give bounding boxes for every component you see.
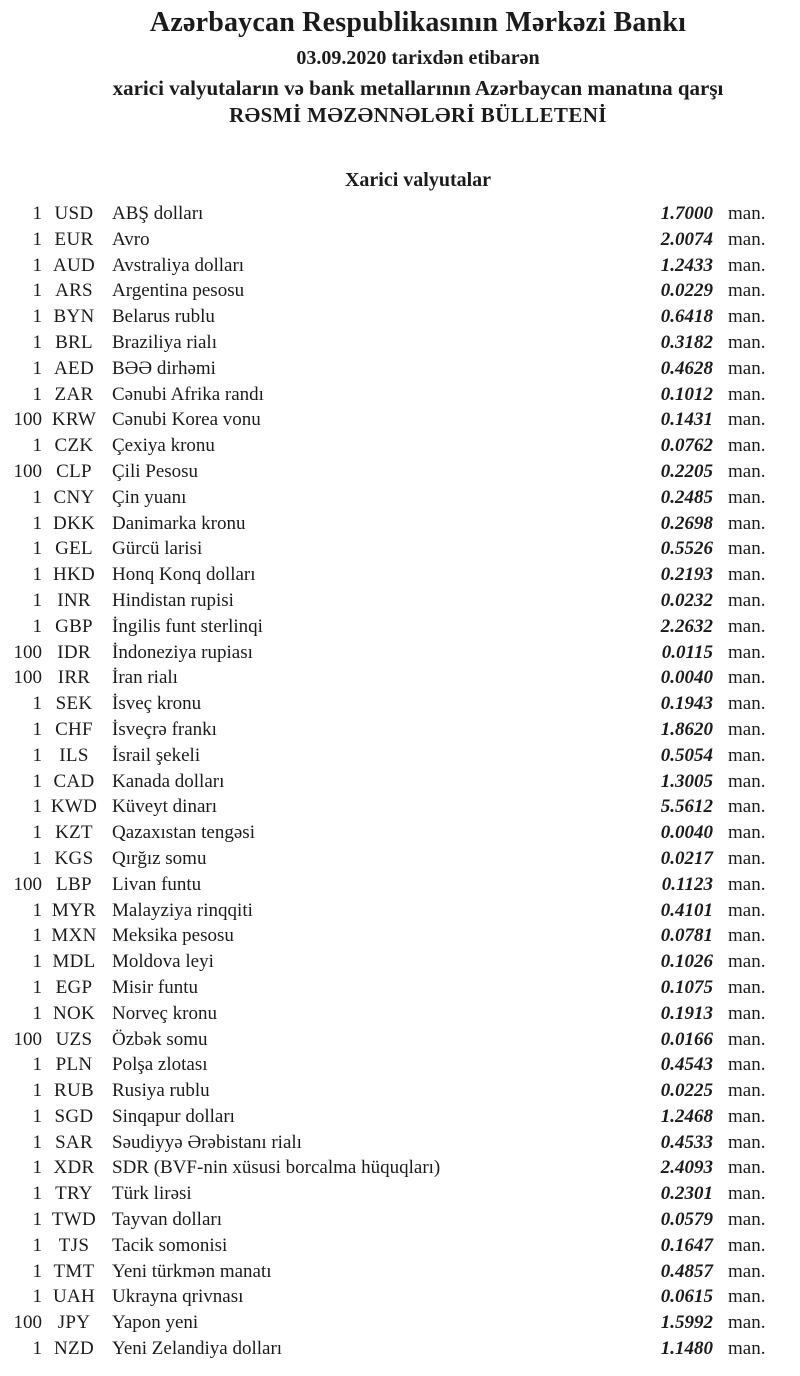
table-row <box>0 1235 800 1261</box>
currency-code: ZAR <box>54 383 94 405</box>
currency-name: Gürcü larisi <box>112 538 203 560</box>
currency-unit: man. <box>728 435 766 457</box>
currency-rate: 0.2193 <box>660 564 713 586</box>
currency-code: INR <box>57 589 91 611</box>
currency-rate: 0.5526 <box>660 538 713 560</box>
currency-rate: 1.3005 <box>660 770 713 792</box>
currency-name: Avro <box>112 228 150 250</box>
currency-unit: man. <box>728 1338 766 1360</box>
currency-name: SDR (BVF-nin xüsusi borcalma hüquqları) <box>112 1157 441 1179</box>
currency-code: TWD <box>51 1209 97 1231</box>
currency-quantity: 1 <box>32 744 42 766</box>
currency-rate: 0.0040 <box>660 667 713 689</box>
table-row <box>0 667 800 693</box>
currency-name: Ukrayna qrivnası <box>112 1286 244 1308</box>
currency-name: ABŞ dolları <box>112 203 204 224</box>
currency-quantity: 1 <box>32 976 42 998</box>
currency-quantity: 1 <box>32 306 42 328</box>
currency-code: TJS <box>58 1234 90 1256</box>
currency-name: İran rialı <box>112 667 178 689</box>
currency-rate: 0.0229 <box>660 280 713 302</box>
currency-name: BƏƏ dirhəmi <box>112 357 216 379</box>
currency-quantity: 1 <box>32 331 42 353</box>
currency-name: Braziliya rialı <box>112 331 217 353</box>
currency-code: NZD <box>54 1338 94 1360</box>
table-row <box>0 874 800 900</box>
currency-name: Danimarka kronu <box>112 512 246 534</box>
currency-code: KGS <box>54 847 94 869</box>
currency-name: Polşa zlotası <box>112 1054 208 1076</box>
currency-rate: 0.4628 <box>660 357 713 379</box>
table-row <box>0 203 800 229</box>
currency-rate: 0.0232 <box>660 589 713 611</box>
currency-code: RUB <box>54 1080 94 1102</box>
table-row <box>0 487 800 513</box>
currency-unit: man. <box>728 899 766 921</box>
currency-rate: 0.0115 <box>661 641 713 663</box>
currency-quantity: 1 <box>32 1209 42 1231</box>
currency-unit: man. <box>728 383 766 405</box>
currency-quantity: 1 <box>32 951 42 973</box>
currency-code: EUR <box>54 228 94 250</box>
table-row <box>0 1209 800 1235</box>
currency-rate: 0.1647 <box>660 1234 713 1256</box>
currency-name: Sinqapur dolları <box>112 1105 235 1127</box>
table-row <box>0 693 800 719</box>
currency-unit: man. <box>728 280 766 302</box>
currency-rate: 0.0225 <box>660 1080 713 1102</box>
currency-code: SEK <box>55 693 93 715</box>
table-row <box>0 977 800 1003</box>
currency-rate: 1.5992 <box>660 1312 713 1334</box>
currency-unit: man. <box>728 203 766 224</box>
table-row <box>0 332 800 358</box>
table-row <box>0 229 800 255</box>
currency-rate: 1.7000 <box>660 203 713 224</box>
currency-quantity: 1 <box>32 847 42 869</box>
page-title: Azərbaycan Respublikasının Mərkəzi Bankı <box>149 7 687 38</box>
currency-quantity: 1 <box>32 1234 42 1256</box>
currency-code: CNY <box>53 486 95 508</box>
table-row <box>0 1338 800 1364</box>
currency-code: BYN <box>53 306 95 328</box>
currency-quantity: 1 <box>32 357 42 379</box>
currency-code: IRR <box>57 667 91 689</box>
currency-rate: 0.4101 <box>660 899 713 921</box>
currency-unit: man. <box>728 667 766 689</box>
currency-code: KWD <box>50 796 98 818</box>
currency-rate: 0.4857 <box>660 1260 713 1282</box>
currency-code: GBP <box>55 615 93 637</box>
table-row <box>0 642 800 668</box>
currency-quantity: 1 <box>32 1131 42 1153</box>
currency-name: Küveyt dinarı <box>112 796 218 818</box>
table-row <box>0 409 800 435</box>
currency-rate: 0.4533 <box>660 1131 713 1153</box>
currency-quantity: 1 <box>32 822 42 844</box>
currency-quantity: 1 <box>32 925 42 947</box>
table-row <box>0 358 800 384</box>
currency-code: JPY <box>57 1312 91 1334</box>
currency-name: Moldova leyi <box>112 951 214 973</box>
table-row <box>0 513 800 539</box>
currency-name: Yeni Zelandiya dolları <box>112 1338 283 1360</box>
currency-unit: man. <box>728 1002 766 1024</box>
currency-rate: 0.3182 <box>660 331 713 353</box>
currency-unit: man. <box>728 409 766 431</box>
currency-quantity: 100 <box>13 873 42 895</box>
currency-name: Çili Pesosu <box>112 460 199 482</box>
table-row <box>0 384 800 410</box>
currency-quantity: 1 <box>32 538 42 560</box>
rates-table <box>0 203 800 1364</box>
currency-name: Qazaxıstan tengəsi <box>112 822 255 844</box>
currency-code: IDR <box>57 641 91 663</box>
bulletin-header <box>0 0 800 127</box>
currency-unit: man. <box>728 873 766 895</box>
table-row <box>0 1029 800 1055</box>
currency-rate: 0.6418 <box>660 306 713 328</box>
currency-rate: 1.1480 <box>660 1338 713 1360</box>
currency-quantity: 1 <box>32 1002 42 1024</box>
currency-code: CAD <box>53 770 95 792</box>
currency-name: Belarus rublu <box>112 306 215 328</box>
currency-code: SAR <box>55 1131 93 1153</box>
currency-name: Malayziya rinqqiti <box>112 899 253 921</box>
currency-quantity: 1 <box>32 615 42 637</box>
currency-rate: 1.2468 <box>660 1105 713 1127</box>
currency-rate: 0.2205 <box>660 460 713 482</box>
currency-name: Çin yuanı <box>112 486 187 508</box>
currency-code: GEL <box>55 538 93 560</box>
currency-name: İsrail şekeli <box>112 744 201 766</box>
currency-quantity: 1 <box>32 435 42 457</box>
table-row <box>0 1312 800 1338</box>
currency-unit: man. <box>728 1312 766 1334</box>
currency-code: KZT <box>55 822 93 844</box>
currency-code: XDR <box>53 1157 95 1179</box>
currency-name: Livan funtu <box>112 873 202 895</box>
currency-code: MYR <box>51 899 97 921</box>
currency-name: Cənubi Korea vonu <box>112 409 261 431</box>
currency-quantity: 1 <box>32 1260 42 1282</box>
table-row <box>0 848 800 874</box>
table-row <box>0 1286 800 1312</box>
currency-name: İsveçrə frankı <box>112 718 217 740</box>
currency-unit: man. <box>728 589 766 611</box>
currency-rate: 0.0217 <box>660 847 713 869</box>
currency-name: Honq Konq dolları <box>112 564 256 586</box>
table-row <box>0 1080 800 1106</box>
table-row <box>0 280 800 306</box>
currency-unit: man. <box>728 254 766 276</box>
currency-unit: man. <box>728 615 766 637</box>
currency-quantity: 1 <box>32 280 42 302</box>
currency-unit: man. <box>728 718 766 740</box>
currency-code: BRL <box>55 331 93 353</box>
currency-unit: man. <box>728 1054 766 1076</box>
currency-name: İngilis funt sterlinqi <box>112 615 263 637</box>
currency-rate: 0.5054 <box>660 744 713 766</box>
currency-quantity: 1 <box>32 228 42 250</box>
currency-code: CZK <box>54 435 94 457</box>
currency-unit: man. <box>728 796 766 818</box>
currency-name: Qırğız somu <box>112 847 207 869</box>
currency-unit: man. <box>728 486 766 508</box>
currency-quantity: 1 <box>32 770 42 792</box>
currency-quantity: 1 <box>32 899 42 921</box>
currency-quantity: 100 <box>13 409 42 431</box>
table-row <box>0 306 800 332</box>
currency-rate: 0.2301 <box>660 1183 713 1205</box>
currency-rate: 0.0762 <box>660 435 713 457</box>
currency-code: ARS <box>55 280 93 302</box>
currency-rate: 0.0615 <box>660 1286 713 1308</box>
table-row <box>0 564 800 590</box>
currency-name: Yapon yeni <box>112 1312 199 1334</box>
currency-quantity: 1 <box>32 1054 42 1076</box>
currency-unit: man. <box>728 1260 766 1282</box>
currency-code: USD <box>54 203 94 224</box>
currency-unit: man. <box>728 744 766 766</box>
currency-quantity: 1 <box>32 486 42 508</box>
currency-code: AED <box>54 357 94 379</box>
currency-unit: man. <box>728 306 766 328</box>
currency-quantity: 1 <box>32 564 42 586</box>
table-row <box>0 1261 800 1287</box>
currency-unit: man. <box>728 641 766 663</box>
table-row <box>0 771 800 797</box>
currency-quantity: 1 <box>32 1105 42 1127</box>
currency-code: MXN <box>51 925 97 947</box>
currency-unit: man. <box>728 538 766 560</box>
currency-quantity: 1 <box>32 512 42 534</box>
bulletin-subtitle: xarici valyutaların və bank metallarının Azərbaycan manatına qarşı <box>112 76 724 100</box>
currency-unit: man. <box>728 460 766 482</box>
currency-unit: man. <box>728 770 766 792</box>
currency-quantity: 100 <box>13 641 42 663</box>
currency-rate: 1.8620 <box>660 718 713 740</box>
currency-quantity: 1 <box>32 1080 42 1102</box>
currency-rate: 0.1123 <box>661 873 713 895</box>
currency-unit: man. <box>728 1286 766 1308</box>
currency-rate: 2.4093 <box>660 1157 713 1179</box>
currency-code: KRW <box>51 409 97 431</box>
currency-rate: 0.2485 <box>660 486 713 508</box>
currency-quantity: 100 <box>13 667 42 689</box>
table-row <box>0 1132 800 1158</box>
currency-code: CHF <box>55 718 93 740</box>
currency-code: LBP <box>56 873 92 895</box>
table-row <box>0 822 800 848</box>
currency-quantity: 1 <box>32 1338 42 1360</box>
currency-code: TRY <box>55 1183 93 1205</box>
currency-name: Misir funtu <box>112 976 199 998</box>
table-row <box>0 1054 800 1080</box>
table-row <box>0 461 800 487</box>
currency-quantity: 1 <box>32 254 42 276</box>
currency-name: Norveç kronu <box>112 1002 217 1024</box>
currency-name: Tayvan dolları <box>112 1209 222 1231</box>
currency-quantity: 1 <box>32 589 42 611</box>
currency-quantity: 1 <box>32 383 42 405</box>
currency-rate: 0.1913 <box>660 1002 713 1024</box>
currency-unit: man. <box>728 331 766 353</box>
table-row <box>0 900 800 926</box>
currency-unit: man. <box>728 1028 766 1050</box>
currency-unit: man. <box>728 357 766 379</box>
currency-code: UAH <box>52 1286 96 1308</box>
currency-code: EGP <box>55 976 93 998</box>
table-row <box>0 925 800 951</box>
currency-quantity: 1 <box>32 693 42 715</box>
currency-rate: 2.2632 <box>660 615 713 637</box>
table-row <box>0 1183 800 1209</box>
currency-rate: 0.4543 <box>660 1054 713 1076</box>
currency-rate: 0.0166 <box>660 1028 713 1050</box>
currency-code: SGD <box>54 1105 94 1127</box>
currency-name: Səudiyyə Ərəbistanı rialı <box>112 1131 302 1153</box>
currency-code: CLP <box>56 460 92 482</box>
effective-date: 03.09.2020 tarixdən etibarən <box>296 47 540 69</box>
currency-rate: 2.0074 <box>660 228 713 250</box>
currency-name: Cənubi Afrika randı <box>112 383 264 405</box>
currency-code: DKK <box>52 512 96 534</box>
table-row <box>0 616 800 642</box>
currency-code: UZS <box>55 1028 93 1050</box>
currency-rate: 0.0040 <box>660 822 713 844</box>
currency-name: Yeni türkmən manatı <box>112 1260 272 1282</box>
currency-rate: 0.2698 <box>660 512 713 534</box>
currency-code: PLN <box>55 1054 93 1076</box>
currency-unit: man. <box>728 847 766 869</box>
table-row <box>0 719 800 745</box>
table-row <box>0 796 800 822</box>
currency-code: ILS <box>59 744 89 766</box>
currency-rate: 0.0579 <box>660 1209 713 1231</box>
table-row <box>0 255 800 281</box>
currency-quantity: 1 <box>32 1157 42 1179</box>
currency-unit: man. <box>728 822 766 844</box>
currency-rate: 0.1075 <box>660 976 713 998</box>
currency-code: NOK <box>52 1002 96 1024</box>
currency-quantity: 1 <box>32 1286 42 1308</box>
section-title-foreign-currencies: Xarici valyutalar <box>344 169 492 191</box>
currency-rate: 1.2433 <box>660 254 713 276</box>
currency-unit: man. <box>728 951 766 973</box>
table-row <box>0 435 800 461</box>
table-row <box>0 1003 800 1029</box>
currency-name: Türk lirəsi <box>112 1183 192 1205</box>
bulletin-name: RƏSMİ MƏZƏNNƏLƏRİ BÜLLETENİ <box>229 103 607 127</box>
currency-unit: man. <box>728 1209 766 1231</box>
currency-name: İndoneziya rupiası <box>112 641 253 663</box>
currency-rate: 0.1943 <box>660 693 713 715</box>
currency-name: Tacik somonisi <box>112 1234 228 1256</box>
currency-name: İsveç kronu <box>112 693 202 715</box>
currency-quantity: 100 <box>13 1312 42 1334</box>
currency-unit: man. <box>728 564 766 586</box>
table-row <box>0 1106 800 1132</box>
currency-name: Meksika pesosu <box>112 925 234 947</box>
currency-unit: man. <box>728 693 766 715</box>
currency-quantity: 100 <box>13 460 42 482</box>
currency-rate: 0.1012 <box>660 383 713 405</box>
currency-name: Avstraliya dolları <box>112 254 245 276</box>
currency-name: Rusiya rublu <box>112 1080 210 1102</box>
currency-quantity: 100 <box>13 1028 42 1050</box>
currency-quantity: 1 <box>32 1183 42 1205</box>
table-row <box>0 538 800 564</box>
currency-rate: 5.5612 <box>660 796 713 818</box>
currency-unit: man. <box>728 1105 766 1127</box>
currency-name: Argentina pesosu <box>112 280 245 302</box>
currency-rate: 0.0781 <box>660 925 713 947</box>
currency-quantity: 1 <box>32 718 42 740</box>
table-row <box>0 745 800 771</box>
table-row <box>0 951 800 977</box>
currency-name: Kanada dolları <box>112 770 225 792</box>
currency-unit: man. <box>728 1131 766 1153</box>
currency-code: HKD <box>52 564 96 586</box>
currency-rate: 0.1026 <box>660 951 713 973</box>
currency-code: TMT <box>53 1260 95 1282</box>
currency-unit: man. <box>728 925 766 947</box>
currency-unit: man. <box>728 1157 766 1179</box>
currency-code: AUD <box>52 254 96 276</box>
table-row <box>0 1157 800 1183</box>
currency-name: Özbək somu <box>112 1028 208 1050</box>
currency-name: Çexiya kronu <box>112 435 215 457</box>
currency-unit: man. <box>728 1080 766 1102</box>
currency-unit: man. <box>728 228 766 250</box>
currency-code: MDL <box>52 951 96 973</box>
table-row <box>0 590 800 616</box>
currency-unit: man. <box>728 976 766 998</box>
currency-quantity: 1 <box>32 203 42 224</box>
currency-quantity: 1 <box>32 796 42 818</box>
currency-name: Hindistan rupisi <box>112 589 234 611</box>
currency-unit: man. <box>728 1234 766 1256</box>
currency-unit: man. <box>728 1183 766 1205</box>
currency-rate: 0.1431 <box>660 409 713 431</box>
currency-unit: man. <box>728 512 766 534</box>
